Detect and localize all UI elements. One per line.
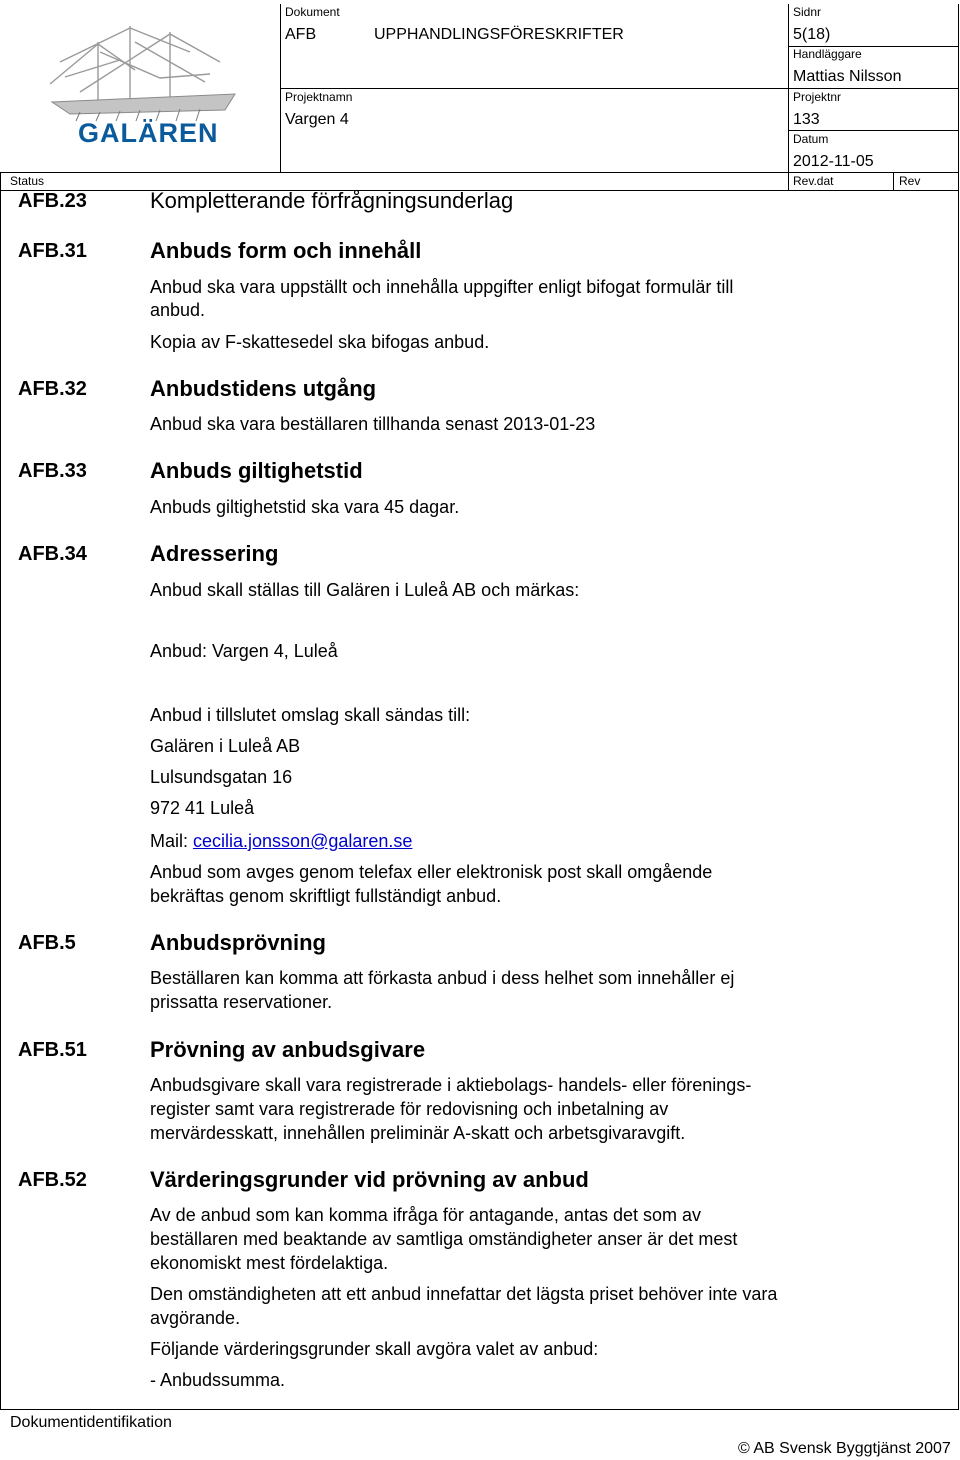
header-line [788,4,789,190]
section-code: AFB.23 [18,190,87,212]
section-code: AFB.32 [18,378,87,400]
section-code: AFB.34 [18,543,87,565]
projektnamn-value: Vargen 4 [285,111,349,128]
mail-label: Mail: [150,831,194,851]
mail-line [150,829,412,853]
section-title: Anbuds form och innehåll [150,238,422,263]
rev-label: Rev [899,174,921,188]
paragraph: Beställaren kan komma att förkasta anbud i dess helhet som innehåller ej [150,968,735,988]
paragraph: prissatta reservationer. [150,992,333,1012]
section-title: Värderingsgrunder vid prövning av anbud [150,1167,589,1192]
paragraph: Följande värderingsgrunder skall avgöra valet av anbud: [150,1339,599,1359]
paragraph: Anbud ska vara beställaren tillhanda senast 2013-01-23 [150,414,596,434]
handlaggare-label: Handläggare [793,47,862,61]
section-code: AFB.52 [18,1169,87,1191]
paragraph: Anbudsgivare skall vara registrerade i aktiebolags- handels- eller förenings- [150,1075,752,1095]
mail-link[interactable]: cecilia.jonsson@galaren.se [193,831,413,851]
header-line [0,172,958,173]
paragraph: Anbud skall ställas till Galären i Luleå AB och märkas: [150,580,580,600]
datum-value: 2012-11-05 [793,153,874,170]
paragraph: Anbud ska vara uppställt och innehålla uppgifter enligt bifogat formulär till [150,277,734,297]
copyright-text: © AB Svensk Byggtjänst 2007 [738,1440,951,1457]
paragraph: Kopia av F-skattesedel ska bifogas anbud. [150,332,490,352]
header-line [788,130,958,131]
section-code: AFB.51 [18,1039,87,1061]
frame-bottom [0,1409,959,1410]
paragraph: Anbud: Vargen 4, Luleå [150,641,338,661]
paragraph: bekräftas genom skriftligt fullständigt anbud. [150,886,502,906]
frame-right [958,4,959,1410]
section-code: AFB.5 [18,932,76,954]
dokument-code: AFB [285,26,317,43]
datum-label: Datum [793,132,829,146]
frame-left [0,172,1,1410]
header-line [280,88,958,89]
paragraph: Anbuds giltighetstid ska vara 45 dagar. [150,497,460,517]
section-title: Anbudsprövning [150,930,326,955]
sidnr-label: Sidnr [793,5,822,19]
address-line: Lulsundsgatan 16 [150,767,293,787]
paragraph: anbud. [150,300,206,320]
section-title: Prövning av anbudsgivare [150,1037,426,1062]
section-title: Kompletterande förfrågningsunderlag [150,188,514,213]
address-line: 972 41 Luleå [150,798,255,818]
projektnamn-label: Projektnamn [285,90,353,104]
section-code: AFB.33 [18,460,87,482]
paragraph: ekonomiskt mest fördelaktiga. [150,1253,389,1273]
paragraph: Anbud som avges genom telefax eller elektronisk post skall omgående [150,862,713,882]
address-line: Galären i Luleå AB [150,736,301,756]
status-label: Status [10,174,45,188]
paragraph: register samt vara registrerade för redovisning och inbetalning av [150,1099,669,1119]
sidnr-value: 5(18) [793,26,831,43]
paragraph: mervärdesskatt, innehållen preliminär A-skatt och arbetsgivaravgift. [150,1123,686,1143]
paragraph: - Anbudssumma. [150,1370,286,1390]
projektnr-label: Projektnr [793,90,842,104]
projektnr-value: 133 [793,111,820,128]
paragraph: beställaren med beaktande av samtliga omständigheter anser är det mest [150,1229,738,1249]
dokumentidentifikation-label: Dokumentidentifikation [10,1414,172,1431]
paragraph: avgörande. [150,1308,241,1328]
dokument-label: Dokument [285,5,340,19]
section-code: AFB.31 [18,240,87,262]
logo-text: GALÄREN [78,118,219,148]
revdat-label: Rev.dat [793,174,834,188]
section-title: Anbudstidens utgång [150,376,377,401]
ship-icon [40,22,250,122]
handlaggare-value: Mattias Nilsson [793,68,902,85]
paragraph: Av de anbud som kan komma ifråga för antagande, antas det som av [150,1205,701,1225]
paragraph: Anbud i tillslutet omslag skall sändas till: [150,705,471,725]
dokument-title: UPPHANDLINGSFÖRESKRIFTER [374,26,624,43]
section-title: Adressering [150,541,279,566]
header-line [280,4,281,172]
paragraph: Den omständigheten att ett anbud innefattar det lägsta priset behöver inte vara [150,1284,778,1304]
header-line [893,172,894,190]
section-title: Anbuds giltighetstid [150,458,363,483]
